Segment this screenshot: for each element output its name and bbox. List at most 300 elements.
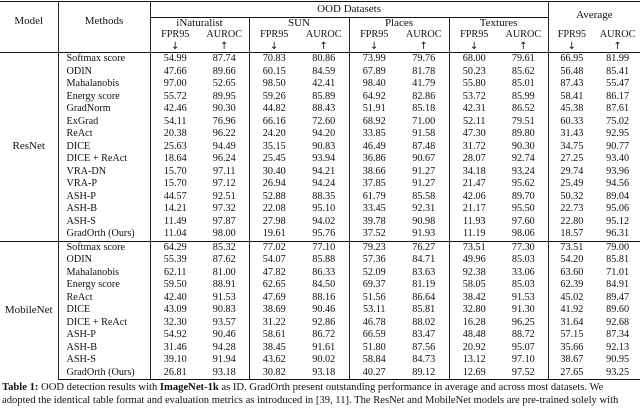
table-cell: 81.78 <box>399 66 449 79</box>
table-cell: 83.47 <box>399 329 449 342</box>
table-cell: 39.10 <box>163 354 187 366</box>
table-cell: 49.96 <box>462 254 486 266</box>
table-cell: 92.86 <box>299 317 349 330</box>
caption-label: Table 1: <box>2 382 39 393</box>
table-cell: 91.27 <box>399 178 449 191</box>
table-cell: 66.95 <box>548 53 595 66</box>
table-cell: 85.01 <box>499 78 548 91</box>
table-cell: 16.28 <box>462 316 486 328</box>
table-cell: 62.11 <box>163 266 187 278</box>
table-cell: 58.05 <box>462 279 486 291</box>
table-cell: 45.38 <box>560 103 584 115</box>
table-cell: 53.72 <box>462 90 486 102</box>
table-cell: 98.00 <box>200 228 249 241</box>
arrow-up-icon: ↑ <box>499 41 548 53</box>
table-cell: 20.92 <box>462 341 486 353</box>
method-name: ASH-S <box>58 216 150 229</box>
table-cell: 25.63 <box>163 140 187 152</box>
table-cell: 97.11 <box>200 166 249 179</box>
table-cell: 31.46 <box>163 341 187 353</box>
method-name: Mahalanobis <box>58 267 150 280</box>
table-cell: 90.02 <box>299 354 349 367</box>
method-name: Energy score <box>58 279 150 292</box>
table-cell: 85.99 <box>499 91 548 104</box>
table-cell: 56.48 <box>560 65 584 77</box>
methods-header: Methods <box>58 2 150 42</box>
average-header: Average <box>548 2 640 30</box>
table-cell: 27.25 <box>560 153 584 165</box>
table-cell: 88.72 <box>499 329 548 342</box>
table-cell: 21.47 <box>462 178 486 190</box>
table-cell: 73.51 <box>449 241 499 254</box>
table-cell: 97.32 <box>200 203 249 216</box>
table-cell: 87.43 <box>560 78 584 90</box>
table-cell: 18.64 <box>163 153 187 165</box>
method-name: ReAct <box>58 128 150 141</box>
table-cell: 89.60 <box>606 304 630 316</box>
table-cell: 97.10 <box>499 354 548 367</box>
table-cell: 37.85 <box>362 178 386 190</box>
table-cell: 55.39 <box>163 254 187 266</box>
table-cell: 81.99 <box>595 53 640 66</box>
table-cell: 53.11 <box>362 304 386 316</box>
table-cell: 92.74 <box>499 153 548 166</box>
table-cell: 61.79 <box>362 190 386 202</box>
table-cell: 84.71 <box>399 254 449 267</box>
table-cell: 84.73 <box>399 354 449 367</box>
table-cell: 93.18 <box>299 367 349 380</box>
method-name: ReAct <box>58 292 150 305</box>
table-cell: 58.41 <box>560 90 584 102</box>
table-cell: 94.02 <box>299 216 349 229</box>
arrow-down-icon: ↓ <box>370 41 379 52</box>
table-cell: 62.39 <box>560 279 584 291</box>
table-cell: 47.82 <box>262 266 286 278</box>
model-header: Model <box>0 2 58 42</box>
metric-header-fpr95: FPR95 <box>360 29 389 40</box>
table-cell: 29.74 <box>560 165 584 177</box>
results-table <box>0 1 640 380</box>
table-cell: 95.50 <box>499 203 548 216</box>
method-name: GradOrth (Ours) <box>58 367 150 380</box>
method-name: Softmax score <box>58 241 150 254</box>
table-cell: 68.00 <box>449 53 499 66</box>
method-name: ASH-B <box>58 342 150 355</box>
table-cell: 90.46 <box>200 329 249 342</box>
table-cell: 85.32 <box>200 241 249 254</box>
method-name: ODIN <box>58 254 150 267</box>
table-cell: 20.38 <box>163 128 187 140</box>
table-cell: 85.41 <box>606 65 630 77</box>
table-cell: 92.68 <box>606 316 630 328</box>
table-cell: 54.20 <box>560 254 584 266</box>
table-cell: 67.89 <box>362 65 386 77</box>
table-cell: 69.37 <box>362 279 386 291</box>
table-cell: 62.65 <box>262 279 286 291</box>
method-name: GradOrth (Ours) <box>58 228 150 241</box>
table-cell: 96.25 <box>499 317 548 330</box>
table-cell: 86.72 <box>299 329 349 342</box>
table-cell: 63.60 <box>560 266 584 278</box>
table-cell: 97.52 <box>499 367 548 380</box>
table-cell: 26.81 <box>150 367 200 380</box>
table-cell: 95.62 <box>499 178 548 191</box>
method-name: ASH-S <box>58 354 150 367</box>
table-cell: 92.13 <box>606 341 630 353</box>
table-cell: 84.91 <box>606 279 630 291</box>
table-cell: 91.93 <box>399 228 449 241</box>
table-cell: 86.17 <box>606 90 630 102</box>
table-cell: 38.45 <box>262 341 286 353</box>
table-cell: 36.86 <box>362 153 386 165</box>
table-cell: 90.83 <box>299 141 349 154</box>
method-name: VRA-P <box>58 178 150 191</box>
table-cell: 60.33 <box>560 115 584 127</box>
table-cell: 89.04 <box>606 190 630 202</box>
table-cell: 88.16 <box>299 292 349 305</box>
dataset-header-sun: SUN <box>249 18 349 30</box>
table-cell: 77.30 <box>499 241 548 254</box>
table-cell: 42.31 <box>462 103 486 115</box>
table-cell: 66.59 <box>362 329 386 341</box>
table-cell: 82.86 <box>399 91 449 104</box>
table-cell: 37.52 <box>362 228 386 240</box>
table-cell: 93.18 <box>200 367 249 380</box>
dataset-header-textures: Textures <box>449 18 548 30</box>
table-cell: 89.70 <box>499 191 548 204</box>
table-cell: 93.57 <box>200 317 249 330</box>
table-cell: 71.00 <box>399 116 449 129</box>
method-name: ASH-B <box>58 203 150 216</box>
table-cell: 85.81 <box>606 254 630 266</box>
table-cell: 38.42 <box>462 291 486 303</box>
table-cell: 98.40 <box>362 78 386 90</box>
table-cell: 42.40 <box>163 291 187 303</box>
model-name: ResNet <box>0 53 58 242</box>
table-cell: 85.58 <box>399 191 449 204</box>
metric-header-auroc: AUROC <box>200 29 249 41</box>
table-cell: 95.10 <box>299 203 349 216</box>
table-cell: 92.51 <box>200 191 249 204</box>
method-name: DICE <box>58 141 150 154</box>
table-cell: 87.74 <box>200 53 249 66</box>
table-cell: 52.09 <box>362 266 386 278</box>
method-name: GradNorm <box>58 103 150 116</box>
arrow-up-icon: ↑ <box>399 41 449 53</box>
table-cell: 97.60 <box>499 216 548 229</box>
table-cell: 30.82 <box>249 367 299 380</box>
table-cell: 38.67 <box>560 354 584 366</box>
table-cell: 68.92 <box>362 115 386 127</box>
table-cell: 96.22 <box>200 128 249 141</box>
table-cell: 83.63 <box>399 267 449 280</box>
table-cell: 77.10 <box>299 241 349 254</box>
table-cell: 31.64 <box>560 316 584 328</box>
table-cell: 45.02 <box>560 291 584 303</box>
table-cell: 88.02 <box>399 317 449 330</box>
table-cell: 58.61 <box>262 329 286 341</box>
table-caption <box>2 382 638 407</box>
table-cell: 90.98 <box>399 216 449 229</box>
table-cell: 91.53 <box>200 292 249 305</box>
table-cell: 18.57 <box>560 228 584 240</box>
arrow-down-icon: ↓ <box>470 41 479 52</box>
table-cell: 14.21 <box>163 203 187 215</box>
table-cell: 89.66 <box>200 66 249 79</box>
table-cell: 41.79 <box>399 78 449 91</box>
table-cell: 87.56 <box>399 342 449 355</box>
metric-header-fpr95: FPR95 <box>557 29 587 40</box>
table-cell: 50.23 <box>462 65 486 77</box>
table-cell: 90.46 <box>299 304 349 317</box>
table-cell: 97.12 <box>200 178 249 191</box>
table-cell: 81.00 <box>200 267 249 280</box>
metric-header-auroc: AUROC <box>399 29 449 41</box>
table-cell: 93.96 <box>606 165 630 177</box>
method-name: Mahalanobis <box>58 78 150 91</box>
table-cell: 91.53 <box>499 292 548 305</box>
table-cell: 22.08 <box>262 203 286 215</box>
method-name: ExGrad <box>58 116 150 129</box>
table-cell: 46.78 <box>362 316 386 328</box>
method-name: DICE <box>58 304 150 317</box>
arrow-down-icon: ↓ <box>567 41 577 52</box>
table-cell: 95.76 <box>299 228 349 241</box>
table-cell: 84.50 <box>299 279 349 292</box>
table-cell: 70.83 <box>249 53 299 66</box>
table-cell: 86.33 <box>299 267 349 280</box>
table-cell: 11.19 <box>462 228 486 240</box>
table-cell: 92.95 <box>606 128 630 140</box>
table-cell: 71.01 <box>606 266 630 278</box>
table-cell: 57.36 <box>362 254 386 266</box>
table-cell: 96.24 <box>200 153 249 166</box>
method-name: ASH-P <box>58 191 150 204</box>
table-cell: 85.18 <box>399 103 449 116</box>
method-name: DICE + ReAct <box>58 153 150 166</box>
table-cell: 66.16 <box>262 115 286 127</box>
table-cell: 85.62 <box>499 66 548 79</box>
table-cell: 19.61 <box>262 228 286 240</box>
metric-header-fpr95: FPR95 <box>161 29 190 40</box>
method-name: Energy score <box>58 91 150 104</box>
table-cell: 79.76 <box>399 53 449 66</box>
table-cell: 34.75 <box>560 140 584 152</box>
table-cell: 52.11 <box>462 115 486 127</box>
table-cell: 73.51 <box>548 241 595 254</box>
table-cell: 97.00 <box>163 78 187 90</box>
table-cell: 27.98 <box>262 215 286 227</box>
table-cell: 86.52 <box>499 103 548 116</box>
table-cell: 90.30 <box>499 141 548 154</box>
table-cell: 94.56 <box>606 178 630 190</box>
table-cell: 94.28 <box>200 342 249 355</box>
table-cell: 94.21 <box>299 166 349 179</box>
table-cell: 92.38 <box>462 266 486 278</box>
table-cell: 50.32 <box>560 190 584 202</box>
table-cell: 75.02 <box>606 115 630 127</box>
metric-header-auroc: AUROC <box>299 29 349 41</box>
table-cell: 94.20 <box>299 128 349 141</box>
table-cell: 22.73 <box>560 203 584 215</box>
table-cell: 64.92 <box>362 90 386 102</box>
table-cell: 32.30 <box>163 316 187 328</box>
method-name: VRA-DN <box>58 166 150 179</box>
table-cell: 87.62 <box>200 254 249 267</box>
table-cell: 26.94 <box>262 178 286 190</box>
table-cell: 47.30 <box>462 128 486 140</box>
table-cell: 87.34 <box>606 329 630 341</box>
table-cell: 54.07 <box>262 254 286 266</box>
table-cell: 89.95 <box>200 91 249 104</box>
dataset-header-inaturalist: iNaturalist <box>150 18 249 30</box>
table-cell: 46.49 <box>362 140 386 152</box>
table-cell: 51.56 <box>362 291 386 303</box>
table-cell: 98.06 <box>499 228 548 241</box>
table-cell: 93.24 <box>499 166 548 179</box>
table-cell: 79.23 <box>349 241 399 254</box>
table-cell: 94.24 <box>299 178 349 191</box>
table-cell: 27.65 <box>548 367 595 380</box>
table-cell: 95.12 <box>606 215 630 227</box>
arrow-up-icon: ↑ <box>613 41 622 52</box>
table-cell: 91.61 <box>299 342 349 355</box>
table-cell: 91.30 <box>499 304 548 317</box>
table-cell: 25.49 <box>560 178 584 190</box>
table-cell: 86.64 <box>399 292 449 305</box>
table-cell: 42.06 <box>462 190 486 202</box>
table-cell: 38.66 <box>362 165 386 177</box>
table-cell: 24.20 <box>262 128 286 140</box>
table-cell: 57.15 <box>560 329 584 341</box>
table-cell: 64.29 <box>150 241 200 254</box>
table-cell: 60.15 <box>262 65 286 77</box>
table-cell: 38.69 <box>262 304 286 316</box>
table-cell: 35.15 <box>262 140 286 152</box>
table-cell: 85.81 <box>399 304 449 317</box>
table-cell: 47.69 <box>262 291 286 303</box>
table-cell: 22.80 <box>560 215 584 227</box>
arrow-up-icon: ↑ <box>299 41 349 53</box>
metric-header-auroc: AUROC <box>499 29 548 41</box>
table-cell: 15.70 <box>163 165 187 177</box>
table-cell: 79.61 <box>499 53 548 66</box>
table-cell: 73.99 <box>349 53 399 66</box>
table-cell: 42.41 <box>299 78 349 91</box>
table-cell: 90.67 <box>399 153 449 166</box>
table-cell: 51.80 <box>362 341 386 353</box>
table-cell: 52.65 <box>200 78 249 91</box>
table-cell: 85.89 <box>299 91 349 104</box>
model-name: MobileNet <box>0 241 58 380</box>
table-cell: 91.94 <box>200 354 249 367</box>
table-cell: 87.48 <box>399 141 449 154</box>
table-cell: 52.88 <box>262 190 286 202</box>
method-name: DICE + ReAct <box>58 317 150 330</box>
table-cell: 79.51 <box>499 116 548 129</box>
table-cell: 43.09 <box>163 304 187 316</box>
arrow-down-icon: ↓ <box>171 41 180 52</box>
table-cell: 48.48 <box>462 329 486 341</box>
table-cell: 79.00 <box>595 241 640 254</box>
table-cell: 55.72 <box>163 90 187 102</box>
table-cell: 54.11 <box>163 115 187 127</box>
table-cell: 51.91 <box>362 103 386 115</box>
table-cell: 80.86 <box>299 53 349 66</box>
table-cell: 76.27 <box>399 241 449 254</box>
table-cell: 58.84 <box>362 354 386 366</box>
table-cell: 89.12 <box>399 367 449 380</box>
arrow-up-icon: ↑ <box>200 41 249 53</box>
method-name: Softmax score <box>58 53 150 66</box>
table-cell: 44.82 <box>262 103 286 115</box>
table-cell: 97.87 <box>200 216 249 229</box>
table-cell: 11.49 <box>163 215 187 227</box>
table-cell: 94.49 <box>200 141 249 154</box>
table-cell: 12.69 <box>449 367 499 380</box>
table-cell: 28.07 <box>462 153 486 165</box>
table-cell: 98.50 <box>262 78 286 90</box>
table-cell: 90.83 <box>200 304 249 317</box>
table-cell: 93.94 <box>299 153 349 166</box>
table-cell: 81.19 <box>399 279 449 292</box>
table-cell: 33.45 <box>362 203 386 215</box>
table-cell: 84.59 <box>299 66 349 79</box>
metric-header-fpr95: FPR95 <box>460 29 489 40</box>
table-cell: 31.43 <box>560 128 584 140</box>
table-cell: 96.31 <box>606 228 630 240</box>
metric-header-auroc: AUROC <box>599 29 636 40</box>
table-cell: 33.06 <box>499 267 548 280</box>
table-cell: 90.95 <box>606 354 630 366</box>
table-cell: 41.92 <box>560 304 584 316</box>
table-cell: 89.80 <box>499 128 548 141</box>
table-cell: 95.07 <box>499 342 548 355</box>
table-cell: 33.85 <box>362 128 386 140</box>
table-cell: 88.91 <box>200 279 249 292</box>
table-cell: 55.47 <box>606 78 630 90</box>
table-cell: 85.88 <box>299 254 349 267</box>
table-cell: 31.22 <box>262 316 286 328</box>
dataset-header-places: Places <box>349 18 449 30</box>
table-cell: 42.46 <box>163 103 187 115</box>
table-cell: 88.43 <box>299 103 349 116</box>
method-name: ASH-P <box>58 329 150 342</box>
table-cell: 85.03 <box>499 254 548 267</box>
table-cell: 95.06 <box>606 203 630 215</box>
table-cell: 54.92 <box>163 329 187 341</box>
table-cell: 91.58 <box>399 128 449 141</box>
caption-bold-term: ImageNet-1k <box>159 382 219 393</box>
table-cell: 39.78 <box>362 215 386 227</box>
table-cell: 34.18 <box>462 165 486 177</box>
table-cell: 87.61 <box>606 103 630 115</box>
table-cell: 93.40 <box>606 153 630 165</box>
table-cell: 91.27 <box>399 166 449 179</box>
method-name: ODIN <box>58 66 150 79</box>
table-cell: 43.62 <box>262 354 286 366</box>
table-cell: 35.66 <box>560 341 584 353</box>
table-cell: 59.26 <box>262 90 286 102</box>
caption-text-2: as ID. GradOrth present outstanding performance in average and across most datasets. We adopted the identical table format and evaluation metrics as introduced in [39, 11]. The ResNet and MobileNet models are pre-trained solely with <box>2 382 619 406</box>
table-cell: 85.03 <box>499 279 548 292</box>
table-cell: 76.96 <box>200 116 249 129</box>
ood-datasets-header: OOD Datasets <box>150 2 548 18</box>
table-cell: 47.66 <box>163 65 187 77</box>
table-cell: 13.12 <box>462 354 486 366</box>
table-cell: 72.60 <box>299 116 349 129</box>
table-cell: 15.70 <box>163 178 187 190</box>
